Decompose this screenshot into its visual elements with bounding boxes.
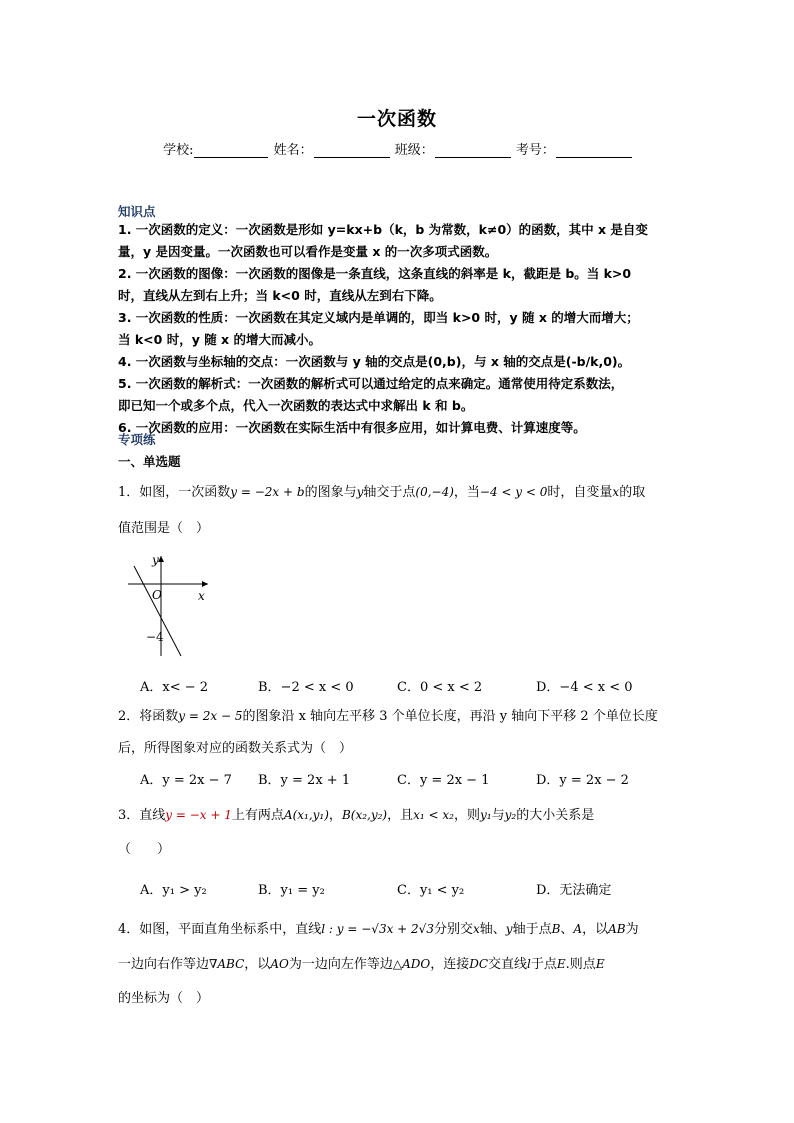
option-d[interactable]: D．无法确定 (536, 883, 612, 898)
q3-equation: y = −x + 1 (165, 808, 232, 822)
q2-equation: y = 2x − 5 (178, 709, 243, 723)
question-4 (118, 912, 678, 1016)
option-c[interactable]: C．0 < x < 2 (397, 680, 483, 695)
knowledge-line: 即已知一个或多个点，代入一次函数的表达式中求解出 k 和 b。 (118, 398, 474, 413)
option-c[interactable]: C．y₁ < y₂ (397, 883, 465, 898)
school-blank[interactable] (194, 143, 268, 158)
knowledge-line: 量，y 是因变量。一次函数也可以看作是变量 x 的一次多项式函数。 (118, 244, 498, 259)
option-b[interactable]: B．y = 2x + 1 (258, 773, 351, 788)
option-b[interactable]: B．−2 < x < 0 (258, 680, 354, 695)
q3-point-a: A(x₁,y₁) (283, 808, 329, 822)
q3-point-b: B(x₂,y₂) (341, 808, 388, 822)
q3-options (140, 879, 680, 899)
q2-options (140, 769, 680, 789)
option-d[interactable]: D．−4 < x < 0 (536, 680, 633, 695)
part-one-heading: 一、单选题 (118, 454, 181, 469)
knowledge-line: 当 k<0 时，y 随 x 的增大而减小。 (118, 332, 321, 347)
question-4-line-1: 4．如图，平面直角坐标系中，直线l : y = −√3x + 2√3分别交x轴、y轴于点B、A，以AB为 (118, 922, 639, 937)
x-axis-arrow (202, 581, 208, 587)
option-b[interactable]: B．y₁ = y₂ (258, 883, 325, 898)
q1-inequality: −4 < y < 0 (479, 485, 548, 499)
question-4-line-3: 的坐标为（ ） (118, 991, 210, 1006)
q4-equation: l : y = −√3x + 2√3 (321, 922, 434, 936)
name-blank[interactable] (314, 143, 390, 158)
y-axis-arrow (158, 556, 164, 562)
name-label: 姓名： (273, 143, 313, 158)
option-c[interactable]: C．y = 2x − 1 (397, 773, 490, 788)
question-4-line-2: 一边向右作等边∇ABC，以AO为一边向左作等边△ADO，连接DC交直线l于点E.则点E (118, 957, 605, 972)
option-a[interactable]: A．x< − 2 (140, 680, 209, 695)
origin-label: O (152, 588, 162, 602)
question-2-line-2: 后，所得图象对应的函数关系式为（ ） (118, 741, 353, 756)
knowledge-line: 4. 一次函数与坐标轴的交点：一次函数与 y 轴的交点是(0,b)，与 x 轴的交点是(-b/k,0)。 (118, 354, 631, 369)
question-2 (118, 700, 678, 765)
knowledge-heading: 知识点 (118, 204, 156, 219)
knowledge-line: 1. 一次函数的定义：一次函数是形如 y=kx+b（k，b 为常数，k≠0）的函数，其中 x 是自变 (118, 222, 648, 237)
knowledge-line: 时，直线从左到右上升；当 k<0 时，直线从左到右下降。 (118, 288, 442, 303)
knowledge-line: 3. 一次函数的性质：一次函数在其定义域内是单调的，即当 k>0 时，y 随 x 的增大而增大； (118, 310, 639, 325)
question-1-line-1: 1．如图，一次函数y = −2x + b的图象与y轴交于点(0,−4)，当−4 < y < 0时，自变量x的取 (118, 485, 646, 500)
exam-number-blank[interactable] (556, 143, 632, 158)
question-1 (118, 476, 678, 545)
option-d[interactable]: D．y = 2x − 2 (536, 773, 629, 788)
school-label: 学校: (163, 143, 194, 158)
class-label: 班级： (394, 143, 434, 158)
y-intercept-label: −4 (146, 630, 164, 644)
question-1-line-2: 值范围是（ ） (118, 521, 210, 536)
question-3-line-1: 3．直线y = −x + 1上有两点A(x₁,y₁)，B(x₂,y₂)，且x₁ < x₂，则y₁与y₂的大小关系是 (118, 808, 595, 823)
q1-point: (0,−4) (415, 485, 454, 499)
class-blank[interactable] (435, 143, 511, 158)
question-2-line-1: 2．将函数y = 2x − 5的图象沿 x 轴向左平移 3 个单位长度，再沿 y 轴向下平移 2 个单位长度 (118, 709, 658, 724)
q1-options (140, 676, 680, 696)
student-info-fields (0, 139, 794, 158)
question-3 (118, 799, 678, 866)
knowledge-line: 6. 一次函数的应用：一次函数在实际生活中有很多应用，如计算电费、计算速度等。 (118, 420, 586, 435)
knowledge-points (118, 219, 678, 439)
page-title: 一次函数 (356, 108, 437, 130)
q1-graph-figure (118, 546, 218, 661)
x-axis-label: x (198, 589, 205, 603)
practice-heading: 专项练 (118, 432, 156, 447)
option-a[interactable]: A．y₁ > y₂ (140, 883, 207, 898)
knowledge-line: 2. 一次函数的图像：一次函数的图像是一条直线，这条直线的斜率是 k，截距是 b。当 k>0 (118, 266, 632, 281)
knowledge-line: 5. 一次函数的解析式：一次函数的解析式可以通过给定的点来确定。通常使用待定系数法， (118, 376, 624, 391)
q1-equation: y = −2x + b (230, 485, 305, 499)
question-3-line-2: （ ） (118, 842, 171, 857)
option-a[interactable]: A．y = 2x − 7 (140, 773, 232, 788)
exam-number-label: 考号： (515, 143, 555, 158)
y-axis-label: y (152, 553, 159, 567)
